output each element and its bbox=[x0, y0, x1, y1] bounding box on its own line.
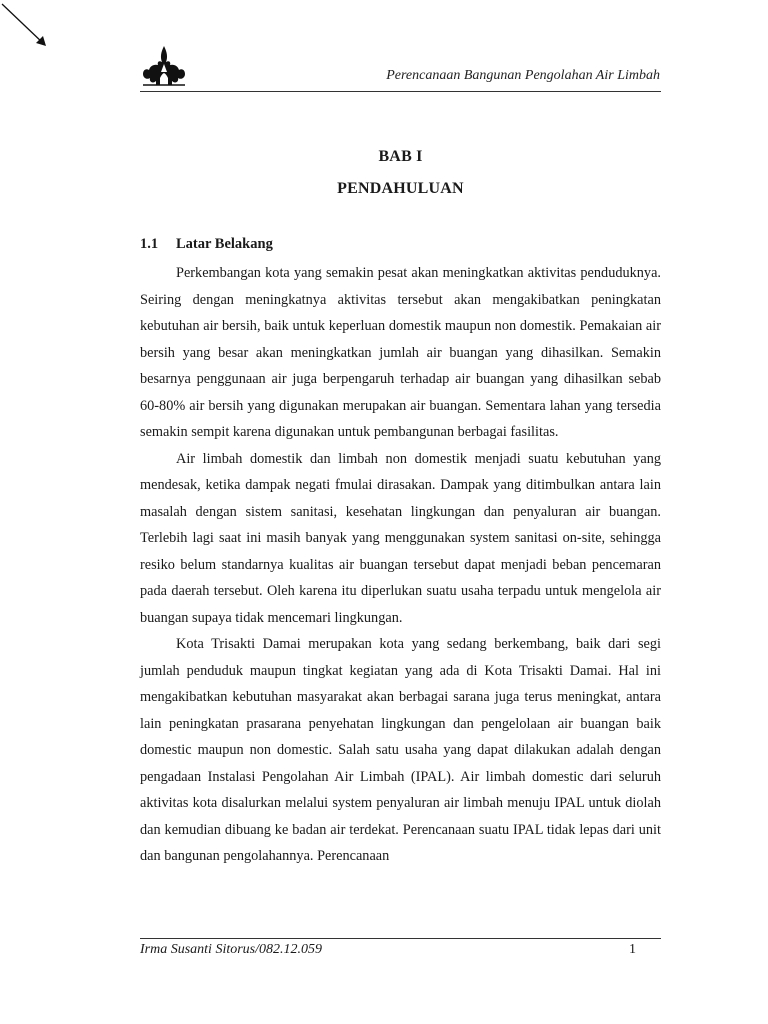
header-rule bbox=[140, 91, 661, 92]
section-heading bbox=[140, 236, 273, 253]
footer-author: Irma Susanti Sitorus/082.12.059 bbox=[140, 942, 323, 957]
running-header-title: Perencanaan Bangunan Pengolahan Air Limbah bbox=[386, 68, 660, 83]
chapter-number: BAB I bbox=[378, 148, 423, 165]
paragraph: Air limbah domestik dan limbah non domestik menjadi suatu kebutuhan yang mendesak, ketika dampak negati fmulai dirasakan. Dampak yang ditimbulkan antara lain masalah dengan sistem sanitasi, kesehatan lingkungan dan penyaluran air buangan. Terlebih lagi saat ini masih banyak yang menggunakan system sanitasi on-site, sehingga resiko belum standarnya kualitas air buangan tersebut dapat menjadi beban pencemaran pada daerah tersebut. Oleh karena itu diperlukan suatu usaha terpadu untuk mengelola air buangan supaya tidak mencemari lingkungan. bbox=[140, 450, 661, 626]
corner-arrow-icon bbox=[0, 0, 60, 60]
footer-rule bbox=[140, 938, 661, 939]
chapter-title: PENDAHULUAN bbox=[337, 180, 464, 197]
university-emblem-icon bbox=[140, 44, 188, 86]
paragraph: Kota Trisakti Damai merupakan kota yang sedang berkembang, baik dari segi jumlah penduduk maupun tingkat kegiatan yang ada di Kota Trisakti Damai. Hal ini mengakibatkan kebutuhan masyarakat akan berbagai sarana juga terus meningkat, antara lain peningkatan prasarana penyehatan lingkungan dan pengelolaan air buangan baik domestic maupun non domestic. Salah satu usaha yang dapat dilakukan adalah dengan pengadaan Instalasi Pengolahan Air Limbah (IPAL). Air limbah domestic dari seluruh aktivitas kota disalurkan melalui system penyaluran air limbah menuju IPAL untuk diolah dan kemudian dibuang ke badan air terdekat. Perencanaan suatu IPAL tidak lepas dari unit dan bangunan pengolahannya. Perencanaan bbox=[140, 636, 661, 864]
page-number: 1 bbox=[629, 942, 636, 957]
section-number: 1.1 bbox=[140, 236, 159, 252]
body-text bbox=[140, 260, 661, 870]
section-title: Latar Belakang bbox=[176, 236, 273, 252]
paragraph: Perkembangan kota yang semakin pesat akan meningkatkan aktivitas penduduknya. Seiring dengan meningkatnya aktivitas tersebut akan mengakibatkan peningkatan kebutuhan air bersih, baik untuk keperluan domestik maupun non domestik. Pemakaian air bersih yang besar akan meningkatkan jumlah air buangan yang dihasilkan. Semakin besarnya penggunaan air juga berpengaruh terhadap air buangan yang dihasilkan sebab 60-80% air bersih yang digunakan merupakan air buangan. Sementara lahan yang tersedia semakin sempit karena digunakan untuk pembangunan berbagai fasilitas. bbox=[140, 265, 661, 440]
